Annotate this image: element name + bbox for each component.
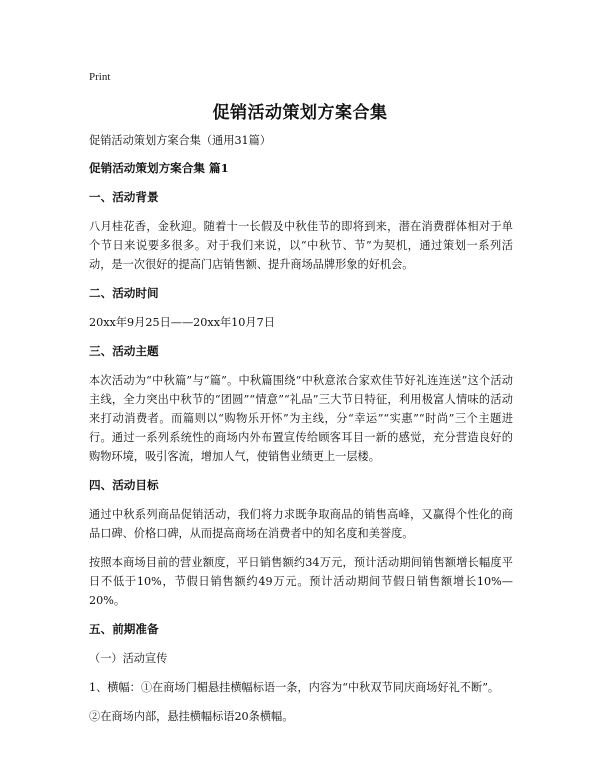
paragraph-promo-1: 1、横幅：①在商场门楣悬挂横幅标语一条，内容为“中秋双节同庆商场好礼不断”。 <box>89 681 500 694</box>
subheading-promo: （一）活动宣传 <box>89 652 168 665</box>
paragraph-goal-1: 通过中秋系列商品促销活动，我们将力求既争取商品的销售高峰，又赢得个性化的商品口碑、价格口碑，从而提高商场在消费者中的知名度和美誉度。 <box>89 508 513 540</box>
paragraph-goal-2: 按照本商场目前的营业额度，平日销售额约34万元，预计活动期间销售额增长幅度平日不低于10%，节假日销售额约49万元。预计活动期间节假日销售额增长10%—20%。 <box>89 556 513 607</box>
paragraph-background: 八月桂花香，金秋迎。随着十一长假及中秋佳节的即将到来，潜在消费群体相对于单个节日来说要多很多。对于我们来说，以“中秋节、节”为契机，通过策划一系列活动，是一次很好的提高门店销售额、提升商场品牌形象的好机会。 <box>89 220 513 271</box>
paragraph-promo-2: ②在商场内部，悬挂横幅标语20条横幅。 <box>89 710 294 723</box>
document-content <box>89 131 513 736</box>
document-subtitle: 促销活动策划方案合集（通用31篇） <box>89 134 272 147</box>
heading-theme: 三、活动主题 <box>89 344 159 358</box>
heading-background: 一、活动背景 <box>89 190 159 204</box>
heading-goal: 四、活动目标 <box>89 478 159 492</box>
print-label: Print <box>89 71 111 83</box>
heading-prep: 五、前期准备 <box>89 622 159 636</box>
heading-time: 二、活动时间 <box>89 286 159 300</box>
section-title: 促销活动策划方案合集 篇1 <box>89 161 229 175</box>
paragraph-time: 20xx年9月25日——20xx年10月7日 <box>89 316 275 329</box>
paragraph-theme: 本次活动为“中秋篇”与“篇”。中秋篇围绕“中秋意浓合家欢佳节好礼连连送”这个活动主线，全力突出中秋节的“团圆”“情意”“礼品”三大节日特征，利用极富人情味的活动来打动消费者。而篇则以“购物乐开怀”为主线，分“幸运”“实惠”“时尚”三个主题进行。通过一系列系统性的商场内外布置宣传给顾客耳目一新的感觉，充分营造良好的购物环境，吸引客流，增加人气，使销售业绩更上一层楼。 <box>89 374 513 463</box>
document-title: 促销活动策划方案合集 <box>212 103 388 123</box>
